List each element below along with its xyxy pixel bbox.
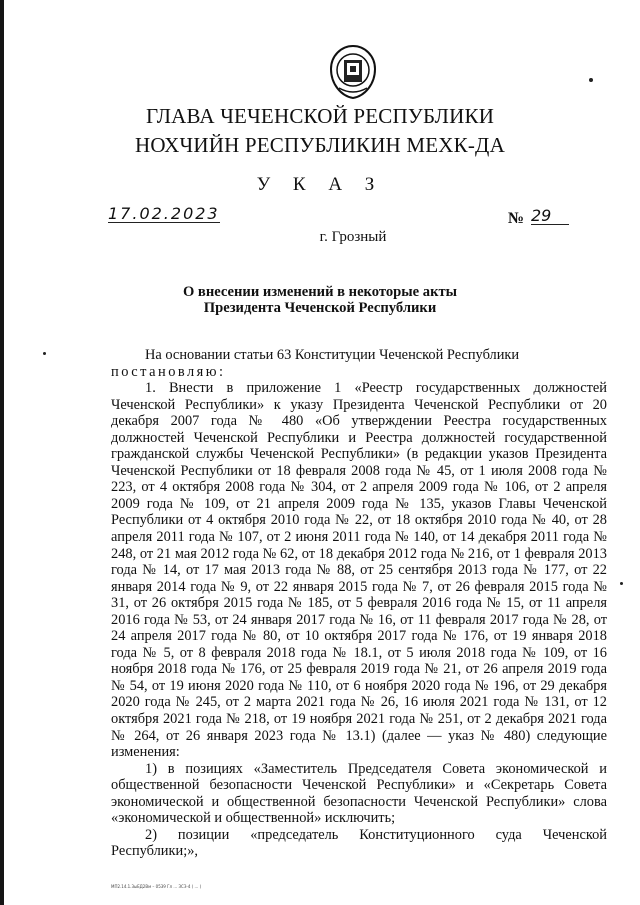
scan-speck	[620, 582, 623, 585]
decree-subject-line: О внесении изменений в некоторые акты	[182, 284, 458, 300]
decree-body	[111, 347, 607, 860]
scan-speck	[589, 78, 593, 82]
decree-subject	[0, 284, 640, 316]
handwritten-decree-number: 29	[531, 207, 569, 225]
decree-subject-line: Президента Чеченской Республики	[203, 300, 437, 316]
decree-city: г. Грозный	[319, 229, 387, 245]
decree-number-label: №	[508, 210, 525, 227]
handwritten-decree-date: 17.02.2023	[108, 204, 220, 223]
resolution-word: постановляю:	[111, 363, 226, 380]
scan-speck	[43, 352, 46, 355]
header-title-russian: ГЛАВА ЧЕЧЕНСКОЙ РЕСПУБЛИКИ	[145, 104, 495, 128]
decree-type-title: У К А З	[256, 174, 384, 195]
footer-file-note: МП2.14.1.3ыЕД2Вм – 0539 Гл ... ЗСЗ-4 ( ... )	[111, 884, 202, 889]
item-1-1-paragraph: 1) в позициях «Заместитель Председателя Совета экономической и общественной безопасности Чеченской Республики» и «Секретарь Совета экономической и общественной безопасности Чеченской Республики» слова «экономической и общественной» исключить;	[111, 760, 607, 827]
item-1-2-paragraph: 2) позиции «председатель Конституционного суда Чеченской Республики;»,	[111, 826, 607, 860]
header-title-chechen: НОХЧИЙН РЕСПУБЛИКИН МЕХК-ДА	[135, 133, 505, 157]
coat-of-arms-emblem	[327, 44, 379, 100]
item-1-paragraph: 1. Внести в приложение 1 «Реестр государственных должностей Чеченской Республики» к указу Президента Чеченской Республики от 20 декабря 2007 года № 480 «Об утверждении Реестра государственных должностей Чеченской Республики и Реестра должностей государственной гражданской службы Чеченской Республики» (в редакции указов Президента Чеченской Республики от 18 февраля 2008 года № 45, от 1 июля 2008 года № 223, от 4 октября 2008 года № 304, от 2 апреля 2009 года № 106, от 2 апреля 2009 года № 109, от 21 апреля 2009 года № 135, указов Главы Чеченской Республики от 4 октября 2010 года № 22, от 18 октября 2010 года № 40, от 28 апреля 2011 года № 107, от 2 июня 2011 года № 140, от 14 декабря 2011 года № 248, от 21 мая 2012 года № 62, от 18 декабря 2012 года № 216, от 1 февраля 2013 года № 14, от 17 мая 2013 года № 88, от 25 сентября 2013 года № 177, от 22 января 2014 года № 9, от 22 января 2015 года № 7, от 26 февраля 2015 года № 31, от 26 октября 2015 года № 185, от 5 февраля 2016 года № 15, от 11 апреля 2016 года № 53, от 24 января 2017 года № 16, от 11 февраля 2017 года № 28, от 24 апреля 2017 года № 80, от 10 октября 2017 года № 176, от 19 января 2018 года № 5, от 8 февраля 2018 года № 18.1, от 5 июля 2018 года № 109, от 16 ноября 2018 года № 176, от 25 февраля 2019 года № 21, от 26 апреля 2019 года № 54, от 19 июня 2020 года № 110, от 6 ноября 2020 года № 196, от 29 декабря 2020 года № 245, от 2 марта 2021 года № 26, 16 июля 2021 года № 131, от 12 октября 2021 года № 218, от 19 ноября 2021 года № 251, от 2 декабря 2021 года № 264, от 26 января 2023 года № 13.1) (далее — указ № 480) следующие изменения:	[111, 380, 607, 761]
basis-paragraph: На основании статьи 63 Конституции Чеченской Республики	[145, 347, 520, 363]
